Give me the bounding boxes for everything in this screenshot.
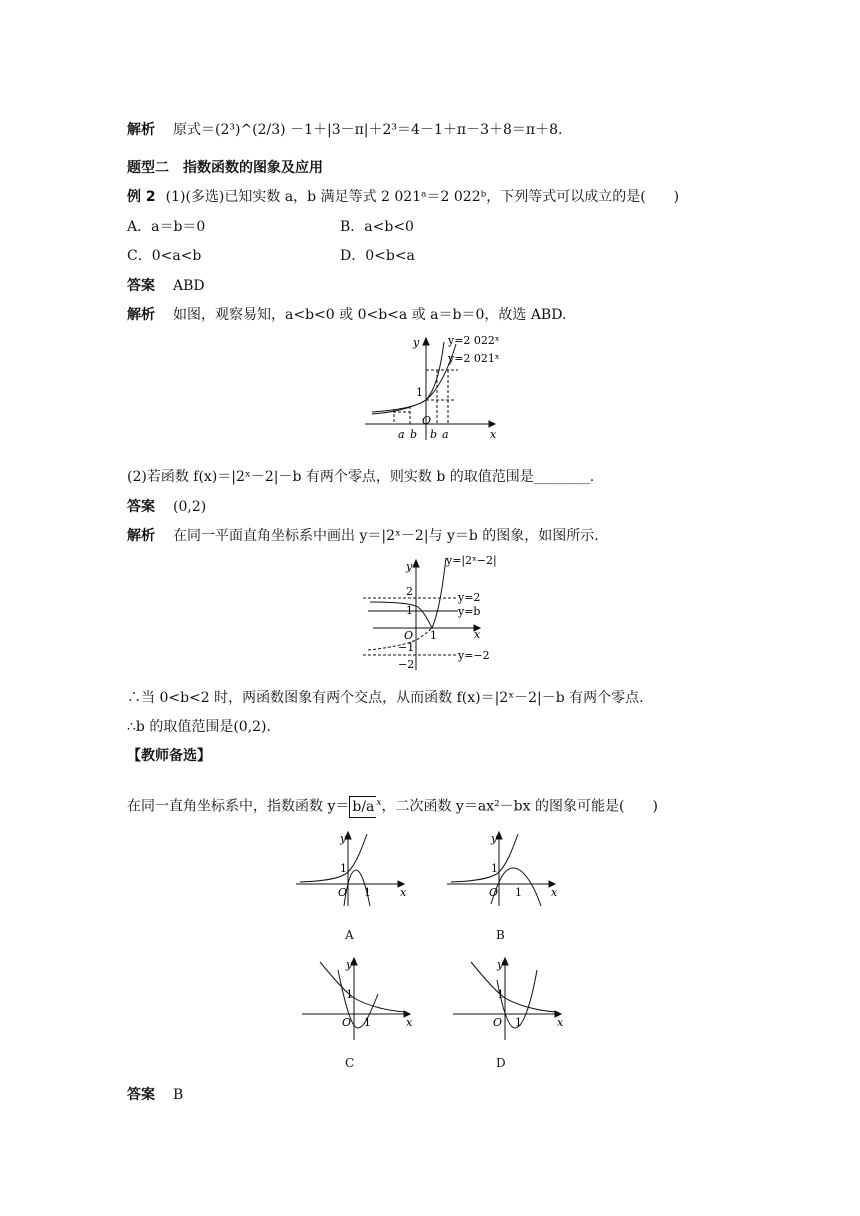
origin-label: O <box>404 629 414 642</box>
teacher-reserve-title: 【教师备选】 <box>127 748 211 764</box>
answer-label: 答案 <box>127 278 155 294</box>
answer-text: ABD <box>173 278 205 294</box>
svg-text:O: O <box>493 1016 503 1029</box>
origin-label: O <box>422 414 432 427</box>
choice-A-graph <box>292 828 412 908</box>
ym2-label: y=−2 <box>458 649 490 662</box>
conclusion-2: ∴b 的取值范围是(0,2). <box>127 719 271 735</box>
svg-text:O: O <box>338 886 348 899</box>
y-arrow-icon <box>423 338 429 345</box>
answer-1 <box>127 276 205 296</box>
svg-text:1: 1 <box>364 886 371 899</box>
y-label: y <box>406 560 413 573</box>
svg-text:y: y <box>497 958 504 971</box>
svg-text:x: x <box>557 1016 564 1029</box>
example-label: 例 2 <box>127 189 156 205</box>
solution-1 <box>127 305 566 325</box>
svg-text:y: y <box>340 832 347 845</box>
curve-2022-label: y=2 022ˣ <box>448 334 500 347</box>
x-label: x <box>474 628 481 641</box>
tick-1: 1 <box>406 604 413 617</box>
tick-b-pos: b <box>430 428 438 441</box>
curve-2022 <box>372 342 444 412</box>
svg-text:1: 1 <box>340 862 347 875</box>
curve-2021-label: y=2 021ˣ <box>448 352 500 365</box>
tick-m2: −2 <box>398 658 415 671</box>
yb-label: y=b <box>458 605 481 618</box>
exponential-comparison-figure <box>360 332 505 444</box>
x-arrow-icon <box>489 421 495 427</box>
x-tick-1: 1 <box>430 629 437 642</box>
svg-text:O: O <box>489 886 499 899</box>
y-arrow-icon <box>413 560 419 567</box>
choice-C-label: C <box>345 1056 355 1070</box>
option-B: B．a<b<0 <box>340 219 414 235</box>
option-C: C．0<a<b <box>127 248 202 264</box>
question-3: 在同一直角坐标系中，指数函数 y＝ b/a $^x$，二次函数 y＝ax²－bx 的图象可能是( ) <box>127 793 658 818</box>
solution-line <box>127 120 562 140</box>
solution-text: 在同一平面直角坐标系中画出 y＝|2ˣ－2|与 y＝b 的图象，如图所示. <box>173 528 599 544</box>
svg-text:1: 1 <box>346 988 353 1001</box>
abs-exponential-figure <box>358 552 518 676</box>
answer-3 <box>127 1085 183 1105</box>
choice-A-label: A <box>345 928 354 942</box>
svg-text:y: y <box>491 832 498 845</box>
solution-label: 解析 <box>127 307 155 323</box>
svg-text:1: 1 <box>491 862 498 875</box>
q3-suffix: ，二次函数 y＝ax²－bx 的图象可能是( ) <box>381 798 658 815</box>
choice-C-graph <box>298 954 418 1044</box>
section-heading: 题型二 指数函数的图象及应用 <box>127 160 323 176</box>
svg-text:1: 1 <box>364 1016 371 1029</box>
svg-text:x: x <box>406 1016 413 1029</box>
choice-D-label: D <box>496 1056 506 1070</box>
conclusion-1: ∴当 0<b<2 时，两函数图象有两个交点，从而函数 f(x)＝|2ˣ－2|－b 有两个零点. <box>127 690 644 706</box>
example-text: (1)(多选)已知实数 a，b 满足等式 2 021ᵃ＝2 022ᵇ，下列等式可以成立的是( ) <box>165 189 680 205</box>
tick-2: 2 <box>406 585 413 598</box>
svg-text:x: x <box>400 886 407 899</box>
curve-label: y=|2ˣ−2| <box>446 554 497 567</box>
choice-B-label: B <box>496 928 505 942</box>
answer-label: 答案 <box>127 499 155 515</box>
svg-text:1: 1 <box>497 988 504 1001</box>
q3-base-fraction: b/a <box>349 796 376 818</box>
curve-2021 <box>372 344 456 414</box>
answer-text: B <box>173 1087 184 1103</box>
svg-text:y: y <box>346 958 353 971</box>
svg-text:O: O <box>342 1016 352 1029</box>
q3-prefix: 在同一直角坐标系中，指数函数 y＝ <box>127 798 350 815</box>
solution-2 <box>127 526 599 546</box>
option-D: D．0<b<a <box>340 248 415 264</box>
tick-b-neg: b <box>410 428 418 441</box>
tick-1: 1 <box>416 386 423 399</box>
tick-a-pos: a <box>442 428 449 441</box>
answer-label: 答案 <box>127 1087 155 1103</box>
option-A: A．a＝b＝0 <box>127 219 206 235</box>
answer-text: (0,2) <box>173 499 207 515</box>
tick-a-neg: a <box>398 428 405 441</box>
tick-m1: −1 <box>398 641 415 654</box>
answer-2 <box>127 497 206 517</box>
solution-text: 如图，观察易知，a<b<0 或 0<b<a 或 a＝b＝0，故选 ABD. <box>173 307 567 323</box>
solution-text: 原式＝(2³)^(2/3) －1＋|3－π|＋2³＝4－1＋π－3＋8＝π＋8. <box>173 122 563 138</box>
solution-label: 解析 <box>127 528 155 544</box>
question-2: (2)若函数 f(x)＝|2ˣ－2|－b 有两个零点，则实数 b 的取值范围是________. <box>127 469 595 485</box>
x-label: x <box>490 428 497 441</box>
choice-B-graph <box>443 828 563 908</box>
y-label: y <box>413 336 420 349</box>
svg-text:x: x <box>551 886 558 899</box>
choice-D-graph <box>449 954 569 1044</box>
svg-text:1: 1 <box>515 886 522 899</box>
svg-text:1: 1 <box>515 1016 522 1029</box>
example-2-question <box>127 187 679 207</box>
y2-label: y=2 <box>458 591 481 604</box>
solution-label: 解析 <box>127 122 155 138</box>
